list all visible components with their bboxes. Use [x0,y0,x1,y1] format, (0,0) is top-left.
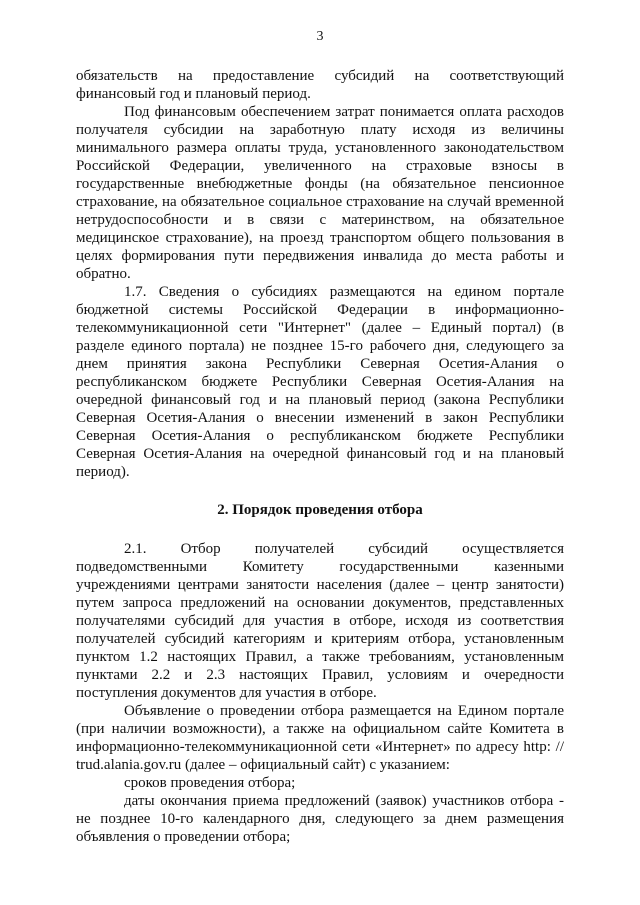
paragraph-1-7: 1.7. Сведения о субсидиях размещаются на едином портале бюджетной системы Российской Федерации в информационно-телекоммуникационной сети "Интернет" (далее – Единый портал) (в разделе единого портала) не позднее 15-го рабочего дня, следующего за днем принятия закона Республики Северная Осетия-Алания о республиканском бюджете Республики Северная Осетия-Алания на очередной финансовый год и на плановый период (закона Республики Северная Осетия-Алания о внесении изменений в закон Республики Северная Осетия-Алания о республиканском бюджете Республики Северная Осетия-Алания на очередной финансовый год и на плановый период). [76,284,564,480]
paragraph-financial-support: Под финансовым обеспечением затрат понимается оплата расходов получателя субсидии на заработную плату исходя из величины минимального размера оплаты труда, установленного законодательством Российской Федерации, увеличенного на страховые взносы в государственные внебюджетные фонды (на обязательное пенсионное страхование, на обязательное социальное страхование на случай временной нетрудоспособности и в связи с материнством, на обязательное медицинское страхование), на проезд транспортом общего пользования в целях формирования пути передвижения инвалида до места работы и обратно. [76,104,564,282]
paragraph-continuation: обязательств на предоставление субсидий на соответствующий финансовый год и плановый период. [76,68,564,102]
page-number: 3 [316,29,324,44]
document-body [76,67,564,846]
paragraph-terms: сроков проведения отбора; [124,775,296,791]
section-heading: 2. Порядок проведения отбора [217,502,423,518]
paragraph-deadline: даты окончания приема предложений (заявок) участников отбора - не позднее 10-го календарного дня, следующего за днем размещения объявления о проведении отбора; [76,793,564,845]
paragraph-announcement: Объявление о проведении отбора размещается на Едином портале (при наличии возможности), а также на официальном сайте Комитета в информационно-телекоммуникационной сети «Интернет» по адресу http: // trud.alania.gov.ru (далее – официальный сайт) с указанием: [76,703,564,773]
paragraph-2-1: 2.1. Отбор получателей субсидий осуществляется подведомственными Комитету государственными казенными учреждениями центрами занятости населения (далее – центр занятости) путем запроса предложений на основании документов, представленных получателями субсидий для участия в отборе, исходя из соответствия получателей субсидий категориям и критериям отбора, установленным пунктом 1.2 настоящих Правил, а также требованиям, установленным пунктами 2.2 и 2.3 настоящих Правил, условиям и очередности поступления документов для участия в отборе. [76,541,564,701]
